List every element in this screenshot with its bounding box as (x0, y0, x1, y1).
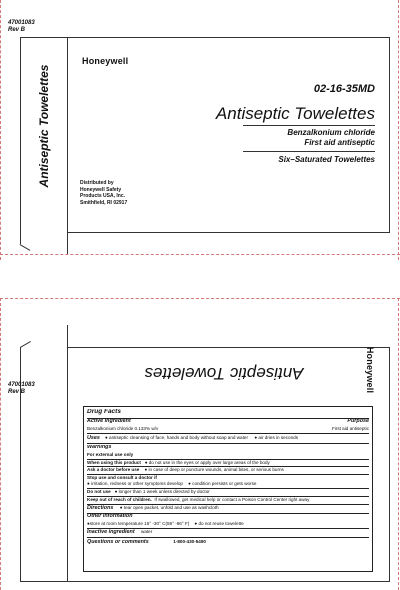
cut-line-left (0, 0, 1, 260)
purpose-heading: Purpose (347, 419, 369, 424)
flap-tab (20, 244, 31, 251)
distributor-line: Products USA, Inc. (80, 193, 126, 199)
ask-doctor-label: Ask a doctor before use (87, 467, 140, 472)
revision: Rev B (8, 389, 26, 395)
ask-doctor-row: Ask a doctor before use ● in case of deep or puncture wounds, animal bites, or serious burns (87, 467, 284, 472)
cut-line-left (0, 298, 1, 590)
box-bottom-edge (67, 232, 390, 233)
do-not-use-text: longer than 1 week unless directed by doctor (118, 489, 210, 494)
uses-label: Uses (87, 435, 100, 441)
warnings-heading: Warnings (87, 445, 112, 450)
external-use: For external use only (87, 452, 134, 457)
side-title: Antiseptic Towelettes (37, 64, 51, 188)
fold-line (67, 37, 68, 233)
questions-row (87, 539, 369, 546)
active-ingredient-heading: Active Ingredient (87, 419, 131, 424)
stop-use-item: irritation, redness or other symptoms develop (91, 481, 183, 486)
uses-item: antiseptic cleansing of face, hands and body without soap and water (109, 435, 248, 440)
inactive-text: water (141, 529, 153, 534)
when-using-text: do not use in the eyes or apply over large areas of the body (148, 460, 270, 465)
upside-down-title: Antiseptic Towelettes (144, 364, 304, 383)
stop-use-label: Stop use and consult a doctor if (87, 475, 157, 480)
fold-line (67, 347, 68, 582)
brand-logo: Honeywell (365, 346, 375, 394)
box-top-edge (67, 347, 389, 348)
other-info-row: ●store at room temperature 15° -30° C(59° -86° F) ● do not reuse towelette (87, 521, 244, 526)
title-rule (243, 125, 375, 126)
do-not-use-label: Do not use (87, 489, 111, 494)
keep-out-row (87, 497, 369, 503)
product-title: Antiseptic Towelettes (215, 104, 375, 123)
box-bottom-edge (20, 581, 390, 582)
distributor-line: Smithfield, RI 02917 (80, 199, 128, 206)
cut-line-right (398, 0, 399, 260)
uses-item: air dries in seconds (258, 435, 298, 440)
other-info-label: Other Information (87, 514, 133, 519)
directions-text: tear open packet, unfold and use as washcloth (123, 505, 219, 510)
distributor-block (80, 180, 127, 206)
active-ingredient-text: Benzalkonium chloride 0.133% w/v (87, 426, 159, 431)
keep-out-text: If swallowed, get medical help or contact a Poison Control Center right away (154, 497, 310, 502)
other-info-item: do not reuse towelette (198, 521, 244, 526)
part-number: 47001083 (8, 382, 35, 388)
stop-use-item: condition persists or gets worse (192, 481, 257, 486)
directions-label: Directions (87, 505, 114, 511)
questions-phone: 1-800-430-5490 (173, 539, 206, 544)
when-using-row: When using this product ● do not use in the eyes or apply over large areas of the body (87, 460, 270, 465)
category-line: First aid antiseptic (304, 138, 375, 147)
ask-doctor-text: in case of deep or puncture wounds, animal bites, or serious burns (148, 467, 284, 472)
brand-logo: Honeywell (82, 56, 129, 66)
active-ingredient-line: Benzalkonium chloride (287, 128, 375, 137)
subtitle-rule (243, 151, 375, 152)
keep-out-label: Keep out of reach of children. (87, 497, 152, 502)
directions-row: Directions ● tear open packet, unfold and use as washcloth (87, 505, 219, 511)
product-code: 02-16-35MD (313, 83, 375, 95)
flap-tab (20, 341, 31, 348)
count-line: Six–Saturated Towelettes (278, 155, 375, 164)
when-using-label: When using this product (87, 460, 141, 465)
box-top-edge (20, 37, 390, 38)
cut-line (0, 254, 400, 255)
other-info-item: store at room temperature 15° -30° C(59° -86° F) (89, 521, 190, 526)
cut-line-right (398, 298, 399, 590)
inactive-row (87, 529, 369, 536)
distributor-line: Honeywell Safety (80, 186, 122, 193)
do-not-use-row: Do not use ● longer than 1 week unless directed by doctor (87, 489, 210, 494)
questions-label: Questions or comments (87, 539, 149, 545)
revision: Rev B (8, 27, 26, 33)
drug-facts-panel (83, 406, 373, 572)
flap-fold (67, 232, 68, 254)
uses-row: Uses ● antiseptic cleansing of face, hands and body without soap and water ● air dries in seconds (87, 435, 298, 441)
drug-facts-title: Drug Facts (87, 409, 121, 415)
inactive-label: Inactive ingredient (87, 529, 135, 535)
box-right-edge (389, 347, 390, 582)
flap-fold (67, 325, 68, 347)
purpose-text: First aid antiseptic (331, 426, 369, 431)
distributor-line: Distributed by (80, 180, 114, 186)
box-left-edge (20, 37, 21, 233)
flap-edge (20, 232, 21, 244)
stop-use-row: ● irritation, redness or other symptoms develop ● condition persists or gets worse (87, 481, 257, 486)
box-right-edge (389, 37, 390, 233)
cut-line (0, 298, 400, 299)
part-number: 47001083 (8, 20, 35, 26)
